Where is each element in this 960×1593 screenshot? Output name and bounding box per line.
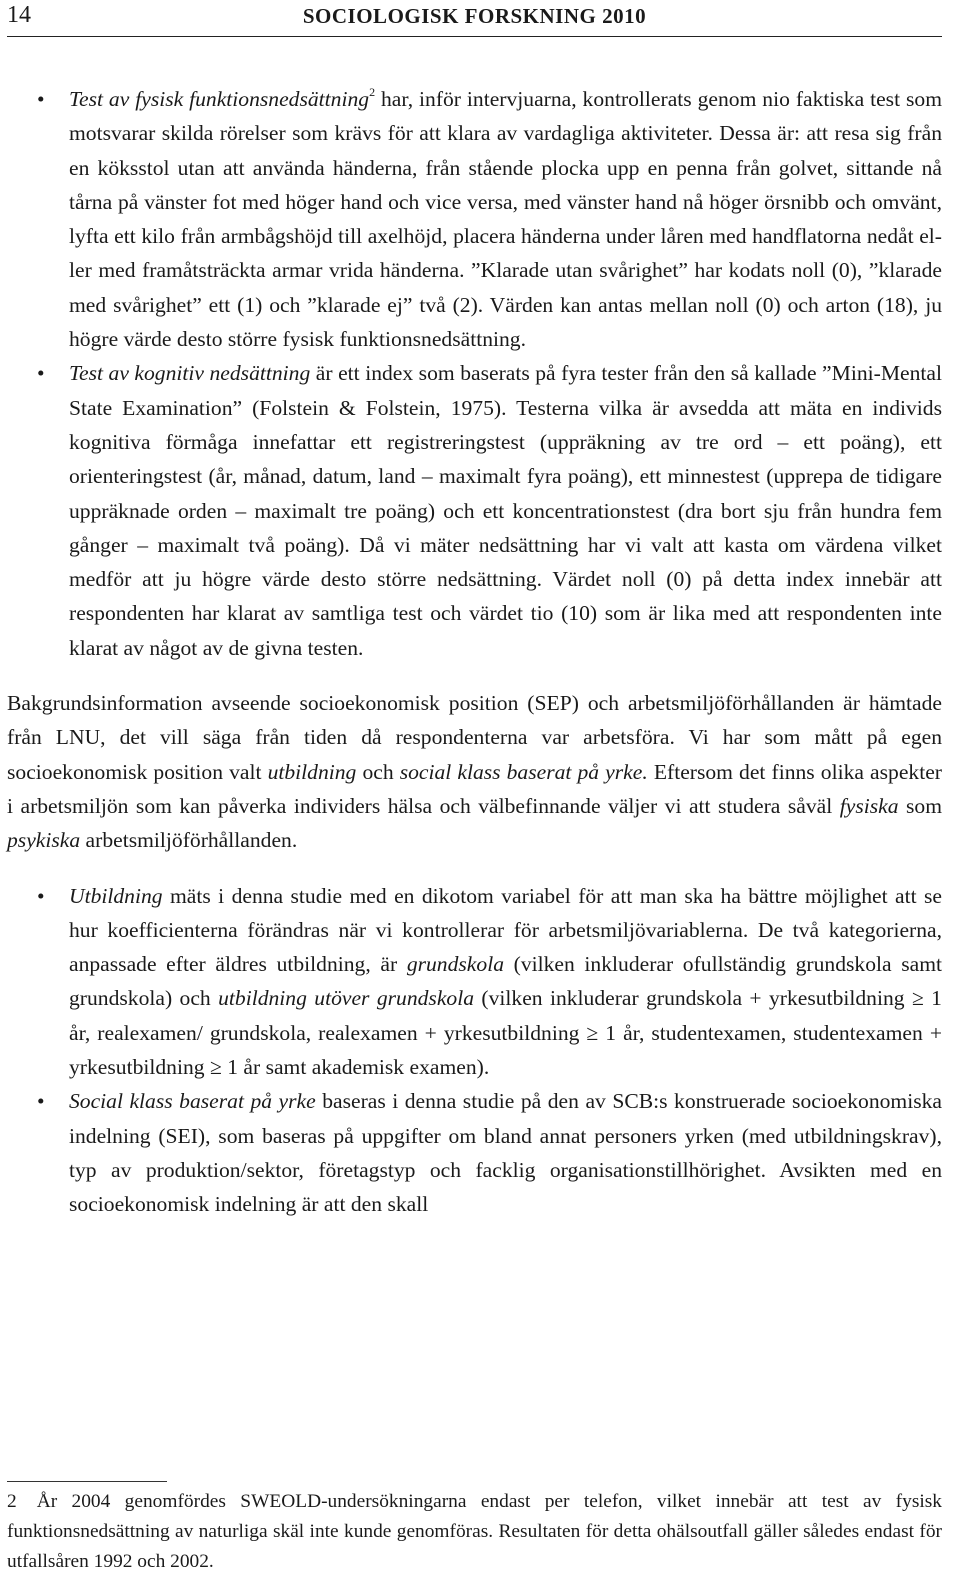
page <box>7 0 942 1593</box>
bullet-text: är ett index som baserats på fyra tester från den så kallade ”Mini-Mental State Examination” (Folstein & Folstein, 1975). Testerna vilka är avsedda att mäta en individs kognitiva förmåga innefattar ett registreringstest (uppräkning av tre ord – ett poäng), ett orienteringstest (år, månad, datum, land – maximalt fyra poäng), ett minnestest (upprepa de tidigare uppräknade orden – maximalt tre poäng) och ett koncentrationstest (dra bort sju från hundra fem gånger – maximalt två poäng). Då vi mäter nedsättning har vi valt att kasta om värdena vilket medför att ju högre värde desto större nedsättning. Värdet noll (0) på detta index innebär att respondenten har klarat av samtliga test och värdet tio (10) som är lika med att respondenten inte klarat av något av de givna testen. <box>69 361 942 660</box>
bullet-text: mäts i denna studie med en dikotom variabel för att man ska ha bättre möjlighet att se hur koefficienterna förändras när vi kontrollerar för arbetsmiljövariablerna. De två kategorierna, anpassade efter äldres utbildning, är <box>69 883 942 977</box>
spacer <box>7 665 942 686</box>
paragraph-emphasis: utbildning <box>267 759 357 784</box>
bullet-emphasis: grundskola <box>406 952 504 977</box>
bullet-icon: • <box>37 361 45 386</box>
body-text <box>7 82 942 1222</box>
list-item <box>7 1084 942 1221</box>
paragraph <box>7 686 942 857</box>
bullet-list-top <box>7 82 942 665</box>
paragraph-emphasis: social klass baserat på yrke. <box>399 759 648 784</box>
bullet-icon: • <box>37 87 45 111</box>
bullet-term: Social klass baserat på yrke <box>69 1089 316 1114</box>
bullet-list-bottom <box>7 879 942 1222</box>
bullet-emphasis: utbildning utöver grundskola <box>218 986 475 1011</box>
footnote-divider <box>7 1481 167 1482</box>
bullet-text: har, inför intervjuarna, kontrollerats genom nio faktiska test som motsvarar skilda rörelser som krävs för att klara av vardagliga aktiviteter. Dessa är: att resa sig från en köksstol utan att använda händerna, från stående plocka upp en penna från golvet, sittande nå tårna på vänster fot med höger hand och vice versa, med vänster hand nå höger örsnibb och omvänt, lyfta ett kilo från armbågshöjd till axelhöjd, placera händerna under låren med handflatorna nedåt eller med framåtsträckta armar vrida händerna. ”Klarade utan svårighet” har kodats noll (0), ”klarade med svårighet” ett (1) och ”klarade ej” två (2). Värden kan antas mellan noll (0) och arton (18), ju högre värde desto större fysisk funktionsnedsättning. <box>69 87 942 352</box>
bullet-icon: • <box>37 883 45 908</box>
list-item <box>7 879 942 1085</box>
spacer <box>7 858 942 879</box>
paragraph-text: och <box>356 759 400 784</box>
bullet-term: Utbildning <box>69 883 163 908</box>
footnote <box>7 1487 942 1577</box>
list-item <box>7 356 942 665</box>
bullet-text: (vilken inkluderar ofullständig grundskola samt grundskola) och <box>69 952 942 1011</box>
paragraph-emphasis: psykiska <box>7 828 81 853</box>
paragraph-text: som <box>898 793 942 818</box>
list-item <box>7 82 942 356</box>
paragraph-text: arbetsmiljöförhållanden. <box>80 828 298 853</box>
running-title: SOCIOLOGISK FORSKNING 2010 <box>302 4 647 28</box>
page-number: 14 <box>7 2 31 28</box>
footnote-text: År 2004 genomfördes SWEOLD-undersökningarna endast per telefon, vilket innebär att test av fysisk funktionsnedsättning av naturliga skäl inte kunde genomföras. Resultaten för detta ohälsoutfall gäller således endast för utfallsåren 1992 och 2002. <box>7 1491 942 1572</box>
page-header <box>7 0 942 37</box>
paragraph-text: Bakgrundsinformation avseende socioekonomisk position (SEP) och arbetsmiljöförhållanden är hämtade från LNU, det vill säga från tiden då respondenterna var arbetsföra. Vi har som mått på egen socioekonomisk position valt <box>7 691 942 784</box>
footnote-ref[interactable]: 2 <box>369 85 376 99</box>
footnote-number: 2 <box>7 1491 17 1512</box>
bullet-term: Test av kognitiv nedsättning <box>69 361 311 386</box>
bullet-icon: • <box>37 1089 45 1114</box>
bullet-term: Test av fysisk funktionsnedsättning <box>69 87 370 111</box>
paragraph-text: Eftersom det finns olika aspekter i arbetsmiljön som kan påverka individers hälsa och välbefinnande väljer vi att studera såväl <box>7 759 942 818</box>
bullet-text: (vilken inkluderar grundskola + yrkesutbildning ≥ 1 år, realexamen/ grundskola, realexamen + yrkesutbildning ≥ 1 år, studentexamen, studentexamen + yrkesutbildning ≥ 1 år samt akademisk examen). <box>69 986 942 1080</box>
bullet-text: baseras i denna studie på den av SCB:s konstruerade socioekonomiska indelning (SEI), som baseras på uppgifter om bland annat personers yrken (med utbildningskrav), typ av produktion/sektor, företagstyp och facklig organisationstillhörighet. Avsikten med en socioekonomisk indelning är att den skall <box>69 1089 942 1217</box>
paragraph-emphasis: fysiska <box>839 793 899 818</box>
